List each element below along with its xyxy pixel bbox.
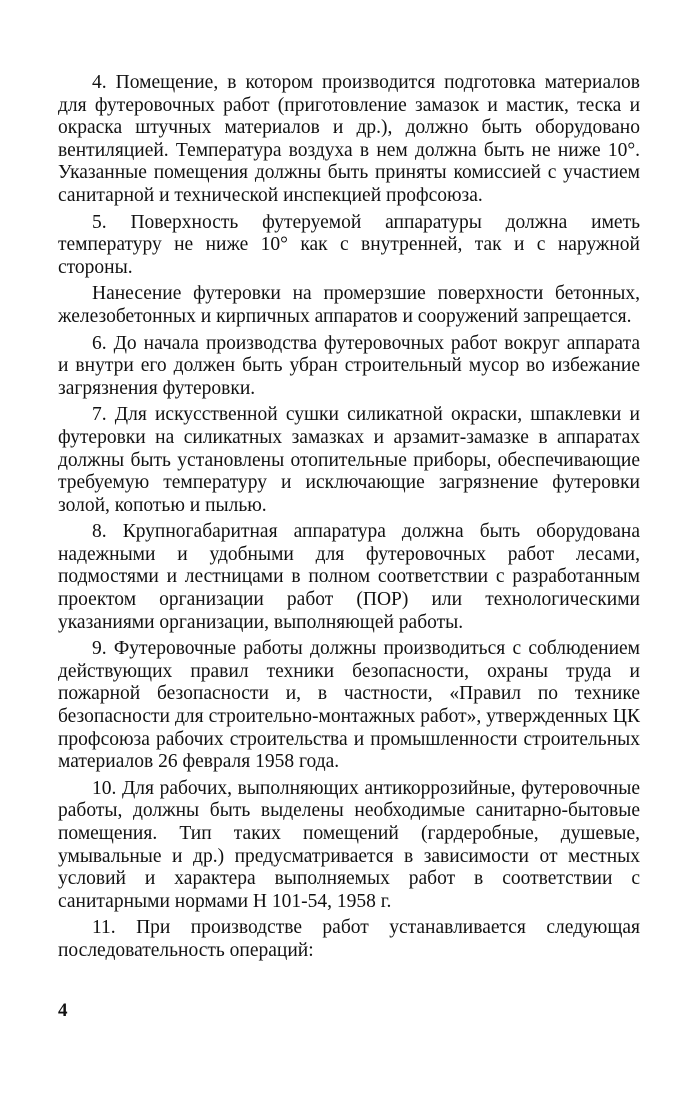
paragraph-8: 8. Крупногабаритная аппаратура должна быть оборудована надежными и удобными для футеровочных работ лесами, подмостями и лестницами в полном соответствии с разработанным проектом организации работ (ПОР) или технологическими указаниями организации, выполняющей работы. <box>58 521 640 633</box>
paragraph-11: 11. При производстве работ устанавливается следующая последовательность операций: <box>58 917 640 961</box>
paragraph-5: 5. Поверхность футеруемой аппаратуры должна иметь температуру не ниже 10° как с внутренней, так и с наружной стороны. <box>58 211 640 278</box>
paragraph-6: 6. До начала производства футеровочных работ вокруг аппарата и внутри его должен быть убран строительный мусор во избежание загрязнения футеровки. <box>58 332 640 399</box>
paragraph-4: 4. Помещение, в котором производится подготовка материалов для футеровочных работ (приготовление замазок и мастик, теска и окраска штучных материалов и др.), должно быть оборудовано вентиляцией. Температура воздуха в нем должна быть не ниже 10°. Указанные помещения должны быть приняты комиссией с участием санитарной и технической инспекцией профсоюза. <box>58 72 640 206</box>
paragraph-5-continuation: Нанесение футеровки на промерзшие поверхности бетонных, железобетонных и кирпичных аппаратов и сооружений запрещается. <box>58 283 640 327</box>
page-body <box>58 72 640 963</box>
page-number: 4 <box>58 1000 68 1021</box>
paragraph-10: 10. Для рабочих, выполняющих антикоррозийные, футеровочные работы, должны быть выделены необходимые санитарно-бытовые помещения. Тип таких помещений (гардеробные, душевые, умывальные и др.) предусматривается в зависимости от местных условий и характера выполняемых работ в соответствии с санитарными нормами Н 101-54, 1958 г. <box>58 777 640 912</box>
paragraph-9: 9. Футеровочные работы должны производиться с соблюдением действующих правил техники безопасности, охраны труда и пожарной безопасности и, в частности, «Правил по технике безопасности для строительно-монтажных работ», утвержденных ЦК профсоюза рабочих строительства и промышленности строительных материалов 26 февраля 1958 года. <box>58 638 640 773</box>
paragraph-7: 7. Для искусственной сушки силикатной окраски, шпаклевки и футеровки на силикатных замазках и арзамит-замазке в аппаратах должны быть установлены отопительные приборы, обеспечивающие требуемую температуру и исключающие загрязнение футеровки золой, копотью и пылью. <box>58 404 640 516</box>
